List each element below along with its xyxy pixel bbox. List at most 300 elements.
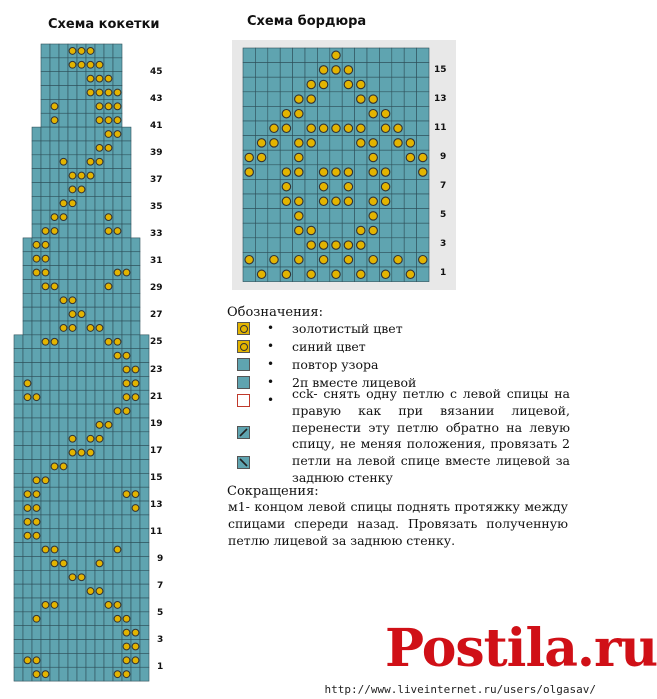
stitch-cell <box>68 238 77 252</box>
stitch-cell <box>86 556 95 570</box>
stitch-cell <box>131 473 140 487</box>
gold-stitch <box>33 505 40 512</box>
stitch-cell <box>32 183 41 197</box>
stitch-cell <box>59 279 68 293</box>
stitch-cell <box>113 556 122 570</box>
stitch-cell <box>86 570 95 584</box>
stitch-cell <box>86 224 95 238</box>
stitch-cell <box>77 390 86 404</box>
stitch-cell <box>104 266 113 280</box>
stitch-cell <box>131 556 140 570</box>
stitch-cell <box>122 321 131 335</box>
stitch-cell <box>140 418 149 432</box>
legend-label: синий цвет <box>292 339 366 354</box>
gold-stitch <box>87 172 94 179</box>
border-row-number: 9 <box>440 152 447 162</box>
stitch-cell <box>122 196 131 210</box>
stitch-cell <box>86 390 95 404</box>
stitch-cell <box>113 238 122 252</box>
border-row-number: 15 <box>434 65 447 75</box>
stitch-cell <box>41 418 50 432</box>
stitch-cell <box>50 307 59 321</box>
stitch-cell <box>140 653 149 667</box>
stitch-cell <box>23 556 32 570</box>
stitch-cell <box>104 640 113 654</box>
gold-stitch <box>78 172 85 179</box>
stitch-cell <box>86 418 95 432</box>
stitch-cell <box>104 169 113 183</box>
stitch-cell <box>41 556 50 570</box>
stitch-cell <box>50 321 59 335</box>
gold-stitch <box>114 89 121 96</box>
stitch-cell <box>68 584 77 598</box>
gold-stitch <box>87 588 94 595</box>
gold-stitch <box>42 602 49 609</box>
stitch-cell <box>77 612 86 626</box>
stitch-cell <box>122 210 131 224</box>
stitch-cell <box>95 363 104 377</box>
stitch-cell <box>122 141 131 155</box>
stitch-cell <box>122 155 131 169</box>
stitch-cell <box>41 293 50 307</box>
stitch-cell <box>32 626 41 640</box>
gold-stitch <box>87 435 94 442</box>
stitch-cell <box>113 418 122 432</box>
stitch-cell <box>41 155 50 169</box>
gold-stitch <box>123 657 130 664</box>
stitch-cell <box>41 432 50 446</box>
stitch-cell <box>68 224 77 238</box>
stitch-cell <box>140 584 149 598</box>
stitch-cell <box>131 418 140 432</box>
stitch-cell <box>77 501 86 515</box>
stitch-cell <box>131 432 140 446</box>
stitch-cell <box>50 252 59 266</box>
stitch-cell <box>104 252 113 266</box>
yoke-row-number: 21 <box>150 391 163 402</box>
ssk-text: ссk- снять одну петлю с левой спицы на правую как при вязании лицевой, перенести эту петлю обратно на левую спицу, не меняя положения, провязать 2 петли на левой спице вместе лицевой за заднюю стенку <box>292 386 570 485</box>
gold-stitch <box>114 408 121 415</box>
stitch-cell <box>50 529 59 543</box>
gold-stitch <box>132 657 139 664</box>
yoke-row-number: 39 <box>150 148 163 159</box>
yoke-row-number: 19 <box>150 418 163 429</box>
legend-label: золотистый цвет <box>292 321 403 336</box>
gold-stitch <box>42 241 49 248</box>
stitch-cell <box>95 238 104 252</box>
gold-stitch <box>24 505 31 512</box>
stitch-cell <box>14 446 23 460</box>
stitch-cell <box>86 99 95 113</box>
stitch-cell <box>59 113 68 127</box>
stitch-cell <box>122 224 131 238</box>
stitch-cell <box>113 252 122 266</box>
gold-stitch <box>87 48 94 55</box>
stitch-cell <box>32 446 41 460</box>
gold-stitch <box>42 671 49 678</box>
stitch-cell <box>104 543 113 557</box>
gold-stitch <box>78 311 85 318</box>
stitch-cell <box>140 570 149 584</box>
stitch-cell <box>113 376 122 390</box>
gold-stitch <box>69 48 76 55</box>
stitch-cell <box>122 183 131 197</box>
stitch-cell <box>59 335 68 349</box>
stitch-cell <box>86 183 95 197</box>
stitch-cell <box>95 169 104 183</box>
gold-stitch <box>105 421 112 428</box>
stitch-cell <box>95 501 104 515</box>
stitch-cell <box>95 390 104 404</box>
stitch-cell <box>68 612 77 626</box>
stitch-cell <box>41 210 50 224</box>
stitch-cell <box>23 279 32 293</box>
stitch-cell <box>68 279 77 293</box>
yoke-row-number: 29 <box>150 283 163 294</box>
stitch-cell <box>14 626 23 640</box>
stitch-cell <box>68 266 77 280</box>
gold-stitch <box>33 532 40 539</box>
gold-stitch <box>96 61 103 68</box>
legend-label: 2п вместе лицевой <box>292 375 417 390</box>
gold-stitch <box>123 671 130 678</box>
gold-stitch <box>24 532 31 539</box>
gold-stitch <box>33 615 40 622</box>
stitch-cell <box>77 363 86 377</box>
stitch-cell <box>32 335 41 349</box>
stitch-cell <box>113 570 122 584</box>
stitch-cell <box>95 376 104 390</box>
gold-stitch <box>78 449 85 456</box>
stitch-cell <box>23 432 32 446</box>
stitch-cell <box>77 487 86 501</box>
stitch-cell <box>122 460 131 474</box>
stitch-cell <box>14 418 23 432</box>
stitch-cell <box>77 127 86 141</box>
stitch-cell <box>113 155 122 169</box>
stitch-cell <box>95 598 104 612</box>
stitch-cell <box>41 390 50 404</box>
gold-stitch <box>123 352 130 359</box>
gold-stitch <box>69 311 76 318</box>
stitch-cell <box>50 570 59 584</box>
stitch-cell <box>104 432 113 446</box>
stitch-cell <box>86 501 95 515</box>
gold-stitch <box>60 214 67 221</box>
stitch-cell <box>95 487 104 501</box>
stitch-cell <box>104 363 113 377</box>
stitch-cell <box>41 141 50 155</box>
stitch-cell <box>14 515 23 529</box>
stitch-cell <box>77 224 86 238</box>
gold-stitch <box>96 421 103 428</box>
stitch-cell <box>41 487 50 501</box>
stitch-cell <box>32 224 41 238</box>
stitch-cell <box>77 667 86 681</box>
stitch-cell <box>113 584 122 598</box>
gold-stitch <box>24 394 31 401</box>
stitch-cell <box>32 640 41 654</box>
stitch-cell <box>41 570 50 584</box>
gold-stitch <box>51 338 58 345</box>
gold-stitch <box>114 269 121 276</box>
stitch-cell <box>59 99 68 113</box>
gold-stitch <box>69 186 76 193</box>
gold-stitch <box>33 477 40 484</box>
stitch-cell <box>14 529 23 543</box>
stitch-cell <box>113 58 122 72</box>
yoke-row-number: 7 <box>157 580 164 591</box>
stitch-cell <box>104 44 113 58</box>
stitch-cell <box>104 460 113 474</box>
stitch-cell <box>140 556 149 570</box>
stitch-cell <box>86 113 95 127</box>
gold-stitch <box>105 283 112 290</box>
stitch-cell <box>41 58 50 72</box>
stitch-cell <box>77 404 86 418</box>
stitch-cell <box>122 446 131 460</box>
postila-logo: Postila.ru <box>385 618 657 679</box>
gold-stitch <box>105 228 112 235</box>
gold-stitch <box>114 117 121 124</box>
stitch-cell <box>140 529 149 543</box>
stitch-cell <box>122 584 131 598</box>
stitch-cell <box>32 363 41 377</box>
gold-stitch <box>51 283 58 290</box>
gold-stitch <box>96 588 103 595</box>
stitch-cell <box>86 127 95 141</box>
gold-stitch <box>33 657 40 664</box>
stitch-cell <box>32 543 41 557</box>
stitch-cell <box>140 432 149 446</box>
stitch-cell <box>95 543 104 557</box>
legend-title: Обозначения: <box>227 305 324 320</box>
gold-stitch <box>51 228 58 235</box>
gold-stitch <box>24 491 31 498</box>
stitch-cell <box>59 418 68 432</box>
stitch-cell <box>59 598 68 612</box>
stitch-cell <box>140 376 149 390</box>
stitch-cell <box>122 598 131 612</box>
gold-stitch <box>51 546 58 553</box>
stitch-cell <box>113 183 122 197</box>
stitch-cell <box>122 307 131 321</box>
yoke-row-number: 11 <box>150 526 163 537</box>
stitch-cell <box>131 279 140 293</box>
stitch-cell <box>41 307 50 321</box>
stitch-cell <box>32 584 41 598</box>
gold-stitch <box>42 477 49 484</box>
stitch-cell <box>95 460 104 474</box>
stitch-cell <box>68 543 77 557</box>
gold-stitch <box>132 629 139 636</box>
stitch-cell <box>113 390 122 404</box>
gold-stitch <box>33 241 40 248</box>
stitch-cell <box>77 99 86 113</box>
stitch-cell <box>41 460 50 474</box>
stitch-cell <box>41 169 50 183</box>
stitch-cell <box>68 473 77 487</box>
stitch-cell <box>113 307 122 321</box>
stitch-cell <box>41 127 50 141</box>
stitch-cell <box>77 279 86 293</box>
stitch-cell <box>41 626 50 640</box>
stitch-cell <box>95 335 104 349</box>
stitch-cell <box>77 266 86 280</box>
gold-stitch <box>51 117 58 124</box>
stitch-cell <box>104 349 113 363</box>
stitch-cell <box>104 307 113 321</box>
gold-stitch <box>60 463 67 470</box>
stitch-cell <box>86 640 95 654</box>
gold-stitch <box>123 408 130 415</box>
stitch-cell <box>59 307 68 321</box>
stitch-cell <box>50 349 59 363</box>
gold-stitch <box>87 61 94 68</box>
stitch-cell <box>59 58 68 72</box>
stitch-cell <box>86 487 95 501</box>
stitch-cell <box>113 196 122 210</box>
gold-stitch <box>69 325 76 332</box>
stitch-cell <box>32 169 41 183</box>
gold-stitch <box>69 172 76 179</box>
gold-stitch <box>123 366 130 373</box>
stitch-cell <box>77 141 86 155</box>
stitch-cell <box>131 598 140 612</box>
stitch-cell <box>131 667 140 681</box>
gold-stitch <box>96 103 103 110</box>
stitch-cell <box>68 418 77 432</box>
stitch-cell <box>104 155 113 169</box>
gold-stitch <box>51 463 58 470</box>
stitch-cell <box>77 432 86 446</box>
stitch-cell <box>14 460 23 474</box>
stitch-cell <box>59 529 68 543</box>
stitch-cell <box>104 556 113 570</box>
stitch-cell <box>68 127 77 141</box>
stitch-cell <box>59 266 68 280</box>
stitch-cell <box>59 404 68 418</box>
stitch-cell <box>59 473 68 487</box>
stitch-cell <box>32 598 41 612</box>
gold-stitch <box>114 228 121 235</box>
stitch-cell <box>50 169 59 183</box>
gold-stitch <box>96 117 103 124</box>
stitch-cell <box>68 515 77 529</box>
gold-stitch <box>42 283 49 290</box>
stitch-cell <box>131 293 140 307</box>
stitch-cell <box>95 44 104 58</box>
stitch-cell <box>113 529 122 543</box>
yoke-row-number: 41 <box>150 121 163 132</box>
stitch-cell <box>68 86 77 100</box>
stitch-cell <box>140 640 149 654</box>
stitch-cell <box>50 432 59 446</box>
stitch-cell <box>41 349 50 363</box>
border-chart-title: Схема бордюра <box>247 14 367 29</box>
gold-stitch <box>123 269 130 276</box>
stitch-cell <box>131 349 140 363</box>
stitch-cell <box>41 86 50 100</box>
stitch-cell <box>59 252 68 266</box>
stitch-cell <box>86 376 95 390</box>
stitch-cell <box>68 349 77 363</box>
stitch-cell <box>113 446 122 460</box>
stitch-cell <box>32 279 41 293</box>
stitch-cell <box>23 238 32 252</box>
stitch-cell <box>104 183 113 197</box>
stitch-cell <box>23 404 32 418</box>
stitch-cell <box>50 612 59 626</box>
stitch-cell <box>14 612 23 626</box>
stitch-cell <box>59 515 68 529</box>
stitch-cell <box>104 238 113 252</box>
stitch-cell <box>140 612 149 626</box>
stitch-cell <box>131 321 140 335</box>
stitch-cell <box>122 432 131 446</box>
stitch-cell <box>77 418 86 432</box>
gold-stitch <box>132 643 139 650</box>
stitch-cell <box>68 113 77 127</box>
gold-stitch <box>96 435 103 442</box>
gold-stitch <box>78 186 85 193</box>
stitch-cell <box>77 293 86 307</box>
stitch-cell <box>14 556 23 570</box>
gold-stitch <box>69 574 76 581</box>
stitch-cell <box>50 584 59 598</box>
stitch-cell <box>104 501 113 515</box>
abbreviations-text: м1- концом левой спицы поднять протяжку между спицами спереди назад. Провязать полученную петлю лицевой за заднюю стенку. <box>228 499 568 548</box>
border-row-number: 1 <box>440 268 447 278</box>
gold-stitch <box>114 602 121 609</box>
yoke-row-number: 9 <box>157 553 164 564</box>
stitch-cell <box>104 293 113 307</box>
yoke-row-number: 31 <box>150 256 163 267</box>
stitch-cell <box>14 487 23 501</box>
stitch-cell <box>14 543 23 557</box>
stitch-cell <box>23 626 32 640</box>
stitch-cell <box>59 141 68 155</box>
gold-stitch <box>60 325 67 332</box>
stitch-cell <box>104 667 113 681</box>
stitch-cell <box>23 667 32 681</box>
stitch-cell <box>122 238 131 252</box>
stitch-cell <box>32 155 41 169</box>
stitch-cell <box>32 432 41 446</box>
stitch-cell <box>95 183 104 197</box>
stitch-cell <box>41 640 50 654</box>
stitch-cell <box>77 515 86 529</box>
stitch-cell <box>32 418 41 432</box>
stitch-cell <box>14 667 23 681</box>
gold-stitch <box>69 61 76 68</box>
stitch-cell <box>140 515 149 529</box>
yoke-row-number: 25 <box>150 337 163 348</box>
stitch-cell <box>131 307 140 321</box>
legend-label: повтор узора <box>292 357 379 372</box>
stitch-cell <box>140 404 149 418</box>
gold-stitch <box>33 518 40 525</box>
stitch-cell <box>50 293 59 307</box>
stitch-cell <box>131 446 140 460</box>
stitch-cell <box>50 363 59 377</box>
stitch-cell <box>41 404 50 418</box>
gold-stitch <box>96 75 103 82</box>
stitch-cell <box>95 640 104 654</box>
stitch-cell <box>50 266 59 280</box>
gold-stitch <box>60 200 67 207</box>
stitch-cell <box>122 335 131 349</box>
